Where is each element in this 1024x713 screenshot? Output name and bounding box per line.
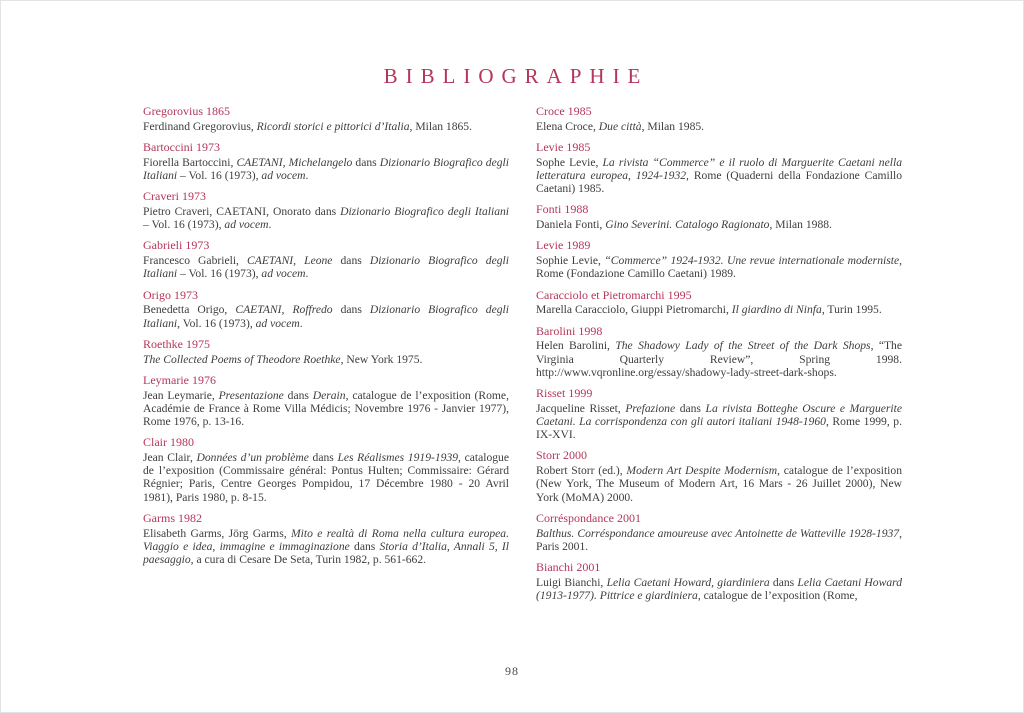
bib-entry-label: Levie 1989 bbox=[536, 238, 591, 253]
bib-entry-body: Sophe Levie, La rivista “Commerce” e il ruolo di Marguerite Caetani nella letteratura europea, 1924-1932, Rome (Quaderni della Fondazione Camillo Caetani) 1985. bbox=[536, 155, 902, 196]
bib-entry-body: Elena Croce, Due città, Milan 1985. bbox=[536, 119, 705, 133]
bib-entry bbox=[536, 387, 902, 441]
bib-entry-label: Storr 2000 bbox=[536, 448, 587, 463]
bib-entry-label: Clair 1980 bbox=[143, 435, 194, 450]
bib-entry-label: Corréspondance 2001 bbox=[536, 510, 641, 525]
bib-entry-label: Craveri 1973 bbox=[143, 189, 206, 204]
bib-entry-body: Daniela Fonti, Gino Severini. Catalogo Ragionato, Milan 1988. bbox=[536, 218, 832, 232]
bib-entry bbox=[536, 325, 902, 379]
bib-entry-body: Balthus. Corréspondance amoureuse avec Antoinette de Watteville 1928-1937, Paris 2001. bbox=[536, 526, 902, 553]
bib-entry bbox=[143, 289, 509, 330]
bib-entry-label: Fonti 1988 bbox=[536, 202, 589, 217]
bib-entry-body: The Collected Poems of Theodore Roethke, New York 1975. bbox=[143, 352, 423, 366]
bib-entry-body: Fiorella Bartoccini, CAETANI, Michelangelo dans Dizionario Biografico degli Italiani – Vol. 16 (1973), ad vocem. bbox=[143, 155, 509, 182]
bib-entry-label: Croce 1985 bbox=[536, 104, 592, 118]
bib-entry bbox=[143, 190, 509, 231]
bib-entry bbox=[536, 561, 902, 602]
bib-entry bbox=[143, 512, 509, 566]
bib-entry-label: Levie 1985 bbox=[536, 140, 591, 154]
bib-entry bbox=[143, 374, 509, 428]
bib-entry-label: Risset 1999 bbox=[536, 386, 593, 401]
bib-entry-body: Marella Caracciolo, Giuppi Pietromarchi, Il giardino di Ninfa, Turin 1995. bbox=[536, 303, 882, 317]
bib-entry-body: Benedetta Origo, CAETANI, Roffredo dans Dizionario Biografico degli Italiani, Vol. 16 (1973), ad vocem. bbox=[143, 303, 509, 330]
bib-entry bbox=[536, 289, 902, 317]
bib-entry-label: Leymarie 1976 bbox=[143, 372, 216, 387]
bib-entry-label: Gregorovius 1865 bbox=[143, 104, 230, 118]
page-number: 98 bbox=[505, 664, 519, 678]
page-title: BIBLIOGRAPHIE bbox=[383, 64, 649, 88]
bib-entry-body: Helen Barolini, The Shadowy Lady of the Street of the Dark Shops, “The Virginia Quarterly Review”, Spring 1998. http://www.vqronline.org/essay/shadowy-lady-street-dark-shops. bbox=[536, 339, 902, 379]
bib-entry bbox=[536, 203, 902, 231]
bib-entry-label: Gabrieli 1973 bbox=[143, 238, 210, 253]
bib-entry-label: Garms 1982 bbox=[143, 510, 202, 525]
bib-entry-body: Pietro Craveri, CAETANI, Onorato dans Dizionario Biografico degli Italiani – Vol. 16 (1973), ad vocem. bbox=[143, 205, 510, 232]
bib-entry bbox=[536, 449, 902, 503]
bib-entry bbox=[536, 141, 902, 195]
bib-entry-label: Caracciolo et Pietromarchi 1995 bbox=[536, 287, 692, 302]
bib-entry bbox=[143, 436, 509, 504]
bib-entry-body: Jean Clair, Données d’un problème dans Les Réalismes 1919-1939, catalogue de l’exposition (Commissaire général: Pontus Hulten; Commissaire: Gérard Régnier; Paris, Centre Georges Pompidou, 17 Décembre 1980 - 20 Avril 1981), Paris 1980, p. 8-15. bbox=[143, 451, 509, 504]
bibliography-column-right bbox=[536, 105, 902, 610]
bib-entry-body: Sophie Levie, “Commerce” 1924-1932. Une revue internationale moderniste, Rome (Fondazione Camillo Caetani) 1989. bbox=[536, 254, 902, 281]
bib-entry-body: Elisabeth Garms, Jörg Garms, Mito e realtà di Roma nella cultura europea. Viaggio e idea, immagine e immaginazione dans Storia d’Italia, Annali 5, Il paesaggio, a cura di Cesare De Seta, Turin 1982, p. 561-662. bbox=[143, 526, 510, 567]
bib-entry-body: Robert Storr (ed.), Modern Art Despite Modernism, catalogue de l’exposition (New York, The Museum of Modern Art, 16 Mars - 26 Juillet 2000), New York (MoMA) 2000. bbox=[536, 464, 903, 504]
bib-entry-body: Luigi Bianchi, Lelia Caetani Howard, giardiniera dans Lelia Caetani Howard (1913-1977). Pittrice e giardiniera, catalogue de l’exposition (Rome, bbox=[536, 575, 903, 603]
bib-entry bbox=[143, 239, 509, 280]
bib-entry-body: Jean Leymarie, Presentazione dans Derain, catalogue de l’exposition (Rome, Académie de France à Rome Villa Médicis; Novembre 1976 - Janvier 1977), Rome 1976, p. 13-16. bbox=[143, 388, 509, 429]
bib-entry-body: Ferdinand Gregorovius, Ricordi storici e pittorici d’Italia, Milan 1865. bbox=[143, 119, 473, 133]
bib-entry bbox=[536, 512, 902, 553]
bib-entry-label: Barolini 1998 bbox=[536, 323, 603, 338]
bib-entry bbox=[143, 141, 509, 182]
bib-entry bbox=[536, 239, 902, 280]
bib-entry-label: Origo 1973 bbox=[143, 287, 198, 302]
bib-entry bbox=[536, 105, 902, 133]
bib-entry-body: Francesco Gabrieli, CAETANI, Leone dans Dizionario Biografico degli Italiani – Vol. 16 (1973), ad vocem. bbox=[143, 254, 509, 281]
bib-entry-label: Bartoccini 1973 bbox=[143, 140, 220, 154]
bibliography-column-left bbox=[143, 105, 509, 610]
bibliography-columns bbox=[143, 105, 902, 610]
bib-entry-label: Bianchi 2001 bbox=[536, 560, 601, 575]
bib-entry bbox=[143, 338, 509, 366]
bib-entry-label: Roethke 1975 bbox=[143, 336, 210, 351]
bib-entry bbox=[143, 105, 509, 133]
bib-entry-body: Jacqueline Risset, Prefazione dans La rivista Botteghe Oscure e Marguerite Caetani. La corrispondenza con gli autori italiani 1948-1960, Rome 1999, p. IX-XVI. bbox=[536, 401, 902, 442]
